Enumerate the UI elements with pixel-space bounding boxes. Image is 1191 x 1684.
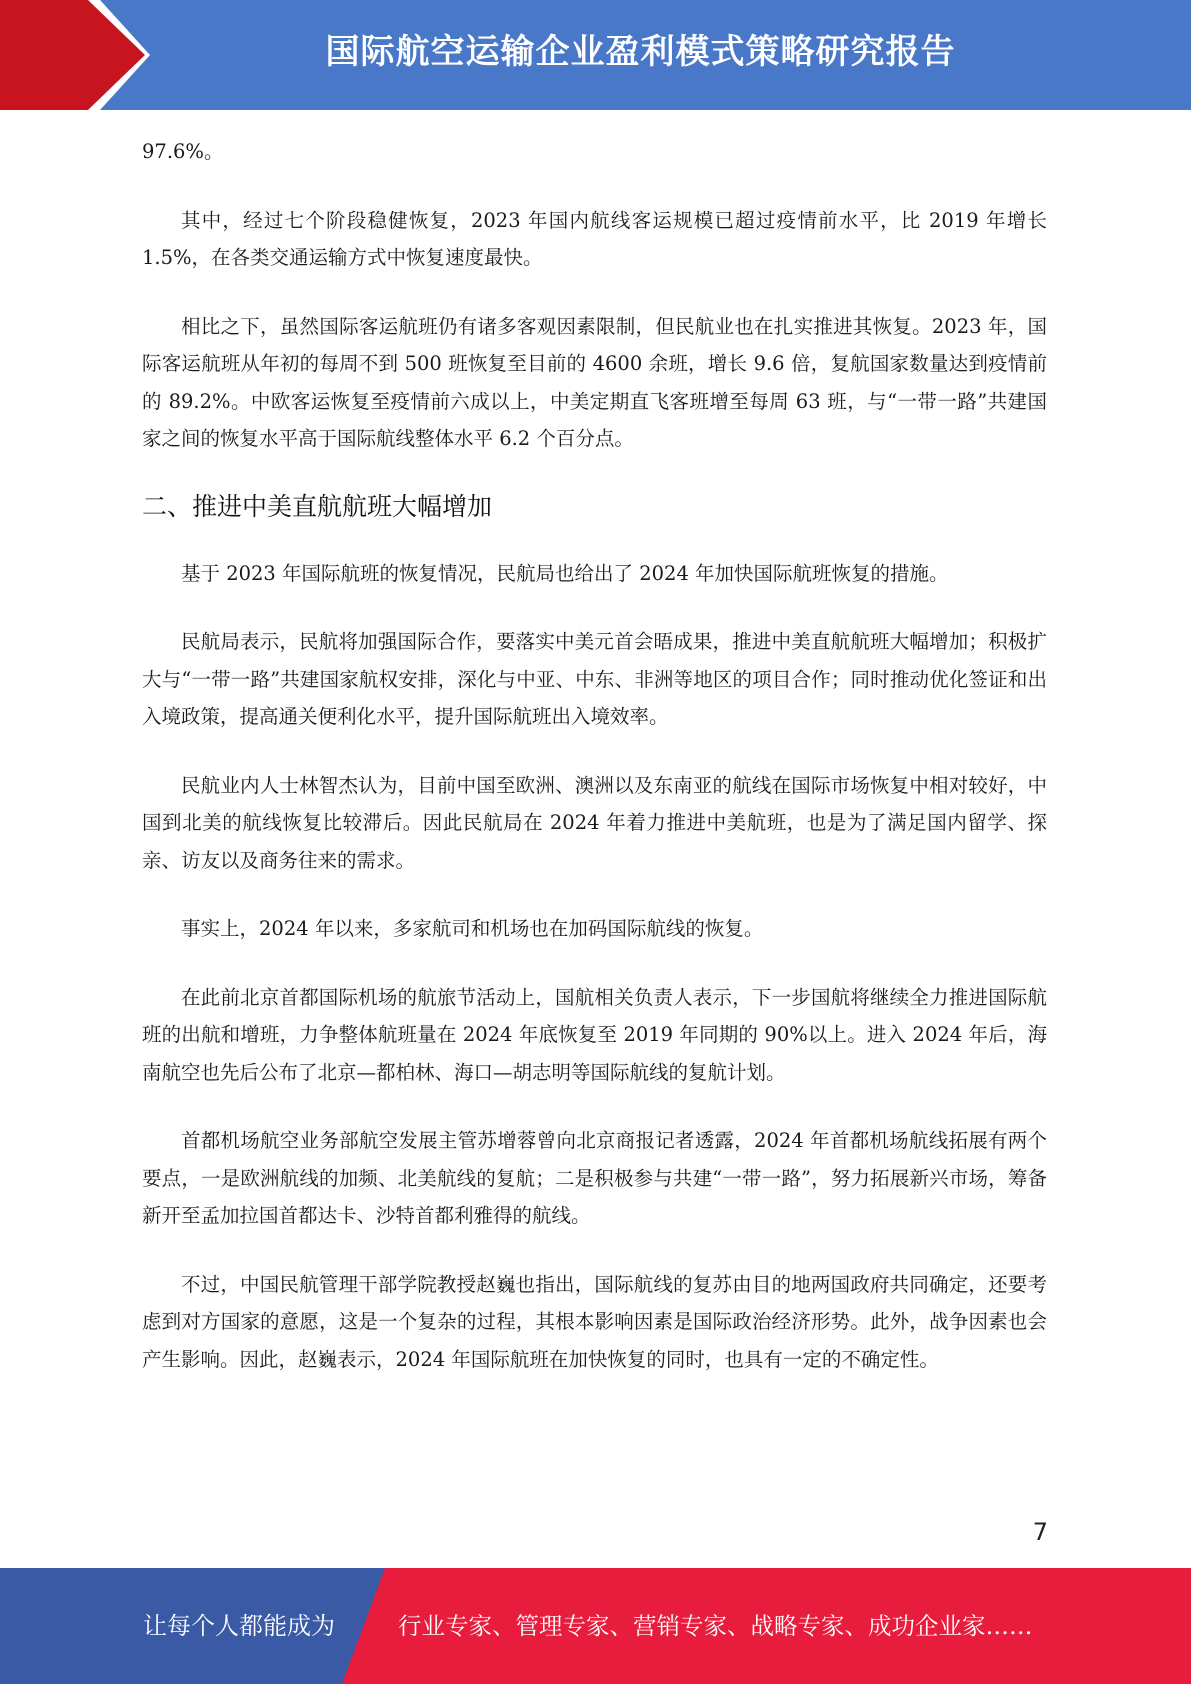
paragraph: 事实上，2024 年以来，多家航司和机场也在加码国际航线的恢复。 (181, 917, 764, 940)
paragraph: 相比之下，虽然国际客运航班仍有诸多客观因素限制，但民航业也在扎实推进其恢复。2023 年，国际客运航班从年初的每周不到 500 班恢复至目前的 4600 余班，增长 9.6 倍，复航国家数量达到疫情前的 89.2%。中欧客运恢复至疫情前六成以上，中美定期直飞客班增至每周 63 班，与“一带一路”共建国家之间的恢复水平高于国际航线整体水平 6.2 个百分点。 (142, 314, 1047, 450)
paragraph: 在此前北京首都国际机场的航旅节活动上，国航相关负责人表示，下一步国航将继续全力推进国际航班的出航和增班，力争整体航班量在 2024 年底恢复至 2019 年同期的 90%以上。进入 2024 年后，海南航空也先后公布了北京—都柏林、海口—胡志明等国际航线的复航计划。 (142, 985, 1047, 1084)
document-body (142, 133, 1047, 1409)
paragraph-continuation: 97.6%。 (142, 140, 224, 163)
footer-slogan-right: 行业专家、管理专家、营销专家、战略专家、成功企业家…… (398, 1612, 1033, 1640)
section-heading: 二、推进中美直航航班大幅增加 (142, 491, 493, 521)
paragraph: 不过，中国民航管理干部学院教授赵巍也指出，国际航线的复苏由目的地两国政府共同确定，还要考虑到对方国家的意愿，这是一个复杂的过程，其根本影响因素是国际政治经济形势。此外，战争因素也会产生影响。因此，赵巍表示，2024 年国际航班在加快恢复的同时，也具有一定的不确定性。 (142, 1272, 1047, 1371)
paragraph: 首都机场航空业务部航空发展主管苏增蓉曾向北京商报记者透露，2024 年首都机场航线拓展有两个要点，一是欧洲航线的加频、北美航线的复航；二是积极参与共建“一带一路”，努力拓展新兴市场，筹备新开至孟加拉国首都达卡、沙特首都利雅得的航线。 (142, 1129, 1047, 1227)
paragraph: 其中，经过七个阶段稳健恢复，2023 年国内航线客运规模已超过疫情前水平，比 2019 年增长 1.5%，在各类交通运输方式中恢复速度最快。 (142, 208, 1047, 269)
report-title: 国际航空运输企业盈利模式策略研究报告 (325, 32, 956, 72)
footer-slogan-left: 让每个人都能成为 (143, 1612, 335, 1640)
paragraph: 民航局表示，民航将加强国际合作，要落实中美元首会晤成果，推进中美直航航班大幅增加；积极扩大与“一带一路”共建国家航权安排，深化与中亚、中东、非洲等地区的项目合作；同时推动优化签证和出入境政策，提高通关便利化水平，提升国际航班出入境效率。 (142, 630, 1047, 728)
paragraph: 基于 2023 年国际航班的恢复情况，民航局也给出了 2024 年加快国际航班恢复的措施。 (181, 561, 949, 585)
header-chevron-decoration (0, 0, 150, 110)
page-number: 7 (1032, 1518, 1048, 1546)
paragraph: 民航业内人士林智杰认为，目前中国至欧洲、澳洲以及东南亚的航线在国际市场恢复中相对较好，中国到北美的航线恢复比较滞后。因此民航局在 2024 年着力推进中美航班，也是为了满足国内留学、探亲、访友以及商务往来的需求。 (142, 773, 1047, 872)
page-header (0, 0, 1191, 110)
page-footer (0, 1568, 1191, 1684)
